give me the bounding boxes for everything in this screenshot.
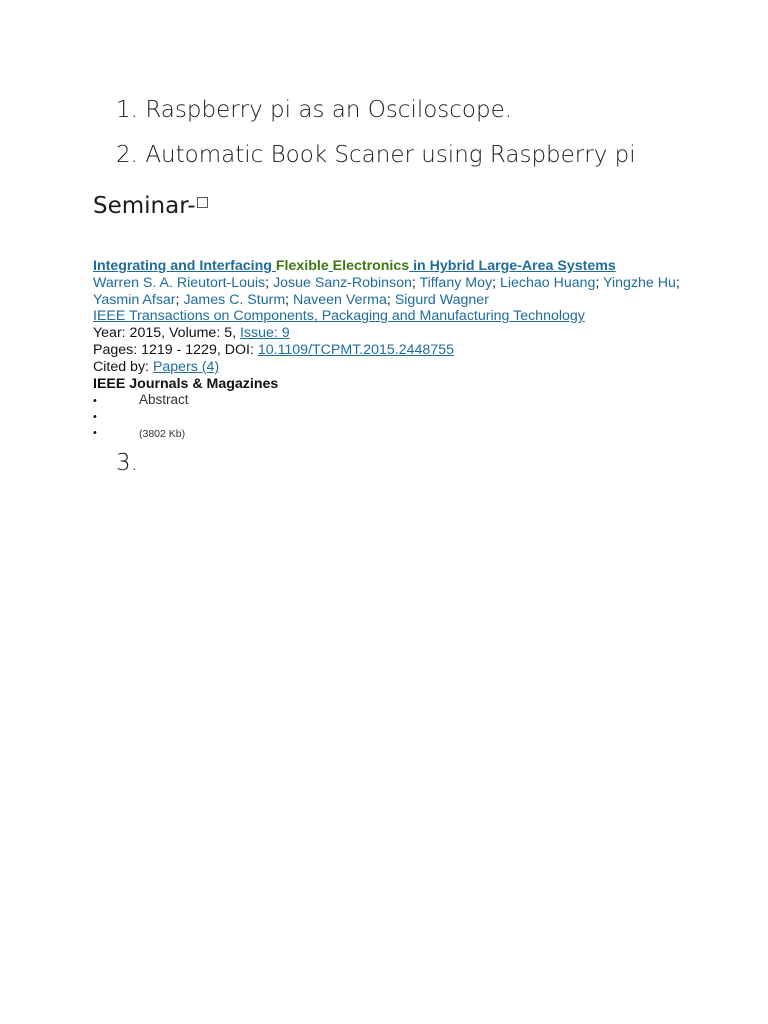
author-link[interactable]: Tiffany Moy	[419, 274, 493, 291]
author-link[interactable]: Naveen Verma	[293, 291, 387, 308]
seminar-label: Seminar-	[93, 193, 196, 219]
abstract-link[interactable]: • Abstract	[139, 392, 189, 408]
list-number: 2.	[116, 142, 138, 168]
title-text[interactable]: in Hybrid Large-Area Systems	[409, 258, 616, 274]
title-text[interactable]: Integrating and Interfacing	[93, 258, 276, 274]
author-link[interactable]: Josue Sanz-Robinson	[273, 274, 412, 291]
journal-line	[93, 308, 693, 325]
list-number: 1.	[116, 97, 138, 123]
title-highlight[interactable]: Flexible	[275, 258, 329, 274]
author-link[interactable]: James C. Sturm	[183, 291, 286, 308]
list-item-3-number: 3.	[116, 450, 138, 476]
numbered-list	[116, 92, 636, 182]
author-link[interactable]: Sigurd Wagner	[394, 291, 489, 308]
cited-line	[93, 359, 693, 376]
pages-label: Pages: 1219 - 1229, DOI:	[93, 341, 258, 358]
publisher-label: IEEE Journals & Magazines	[93, 375, 279, 392]
reference-block	[93, 258, 693, 440]
issue-link[interactable]: Issue: 9	[239, 325, 290, 342]
list-item[interactable]	[93, 408, 693, 424]
paper-title[interactable]	[93, 258, 693, 275]
list-item-text: Automatic Book Scaner using Raspberry pi	[145, 142, 636, 168]
year-line	[93, 325, 693, 342]
title-highlight[interactable]: Electronics	[332, 258, 410, 274]
list-item[interactable]	[93, 424, 693, 440]
list-item[interactable]	[93, 392, 693, 408]
seminar-heading	[93, 193, 208, 219]
author-link[interactable]: Liechao Huang	[499, 274, 596, 291]
list-item	[116, 137, 636, 182]
pages-line	[93, 342, 693, 359]
action-list	[93, 392, 693, 440]
author-link[interactable]: Yingzhe Hu	[603, 274, 676, 291]
author-link[interactable]: Warren S. A. Rieutort-Louis	[93, 274, 266, 291]
author-list: Warren S. A. Rieutort-Louis; Josue Sanz-Robinson; Tiffany Moy; Liechao Huang; Yingzhe Hu; Yasmin Afsar; James C. Sturm; Naveen Verma; Sigurd Wagner	[93, 274, 680, 308]
cited-papers-link[interactable]: Papers (4)	[152, 358, 220, 375]
list-item	[116, 92, 636, 137]
journal-link[interactable]: IEEE Transactions on Components, Packaging and Manufacturing Technology	[93, 308, 585, 325]
checkbox-icon	[197, 197, 208, 208]
list-item-text: Raspberry pi as an Osciloscope.	[145, 97, 513, 123]
cited-label: Cited by:	[93, 358, 153, 375]
author-link[interactable]: Yasmin Afsar	[93, 291, 176, 308]
pdf-size[interactable]: • (3802 Kb)	[139, 428, 186, 441]
doi-link[interactable]: 10.1109/TCPMT.2015.2448755	[257, 341, 454, 358]
year-label: Year: 2015, Volume: 5,	[93, 325, 240, 342]
